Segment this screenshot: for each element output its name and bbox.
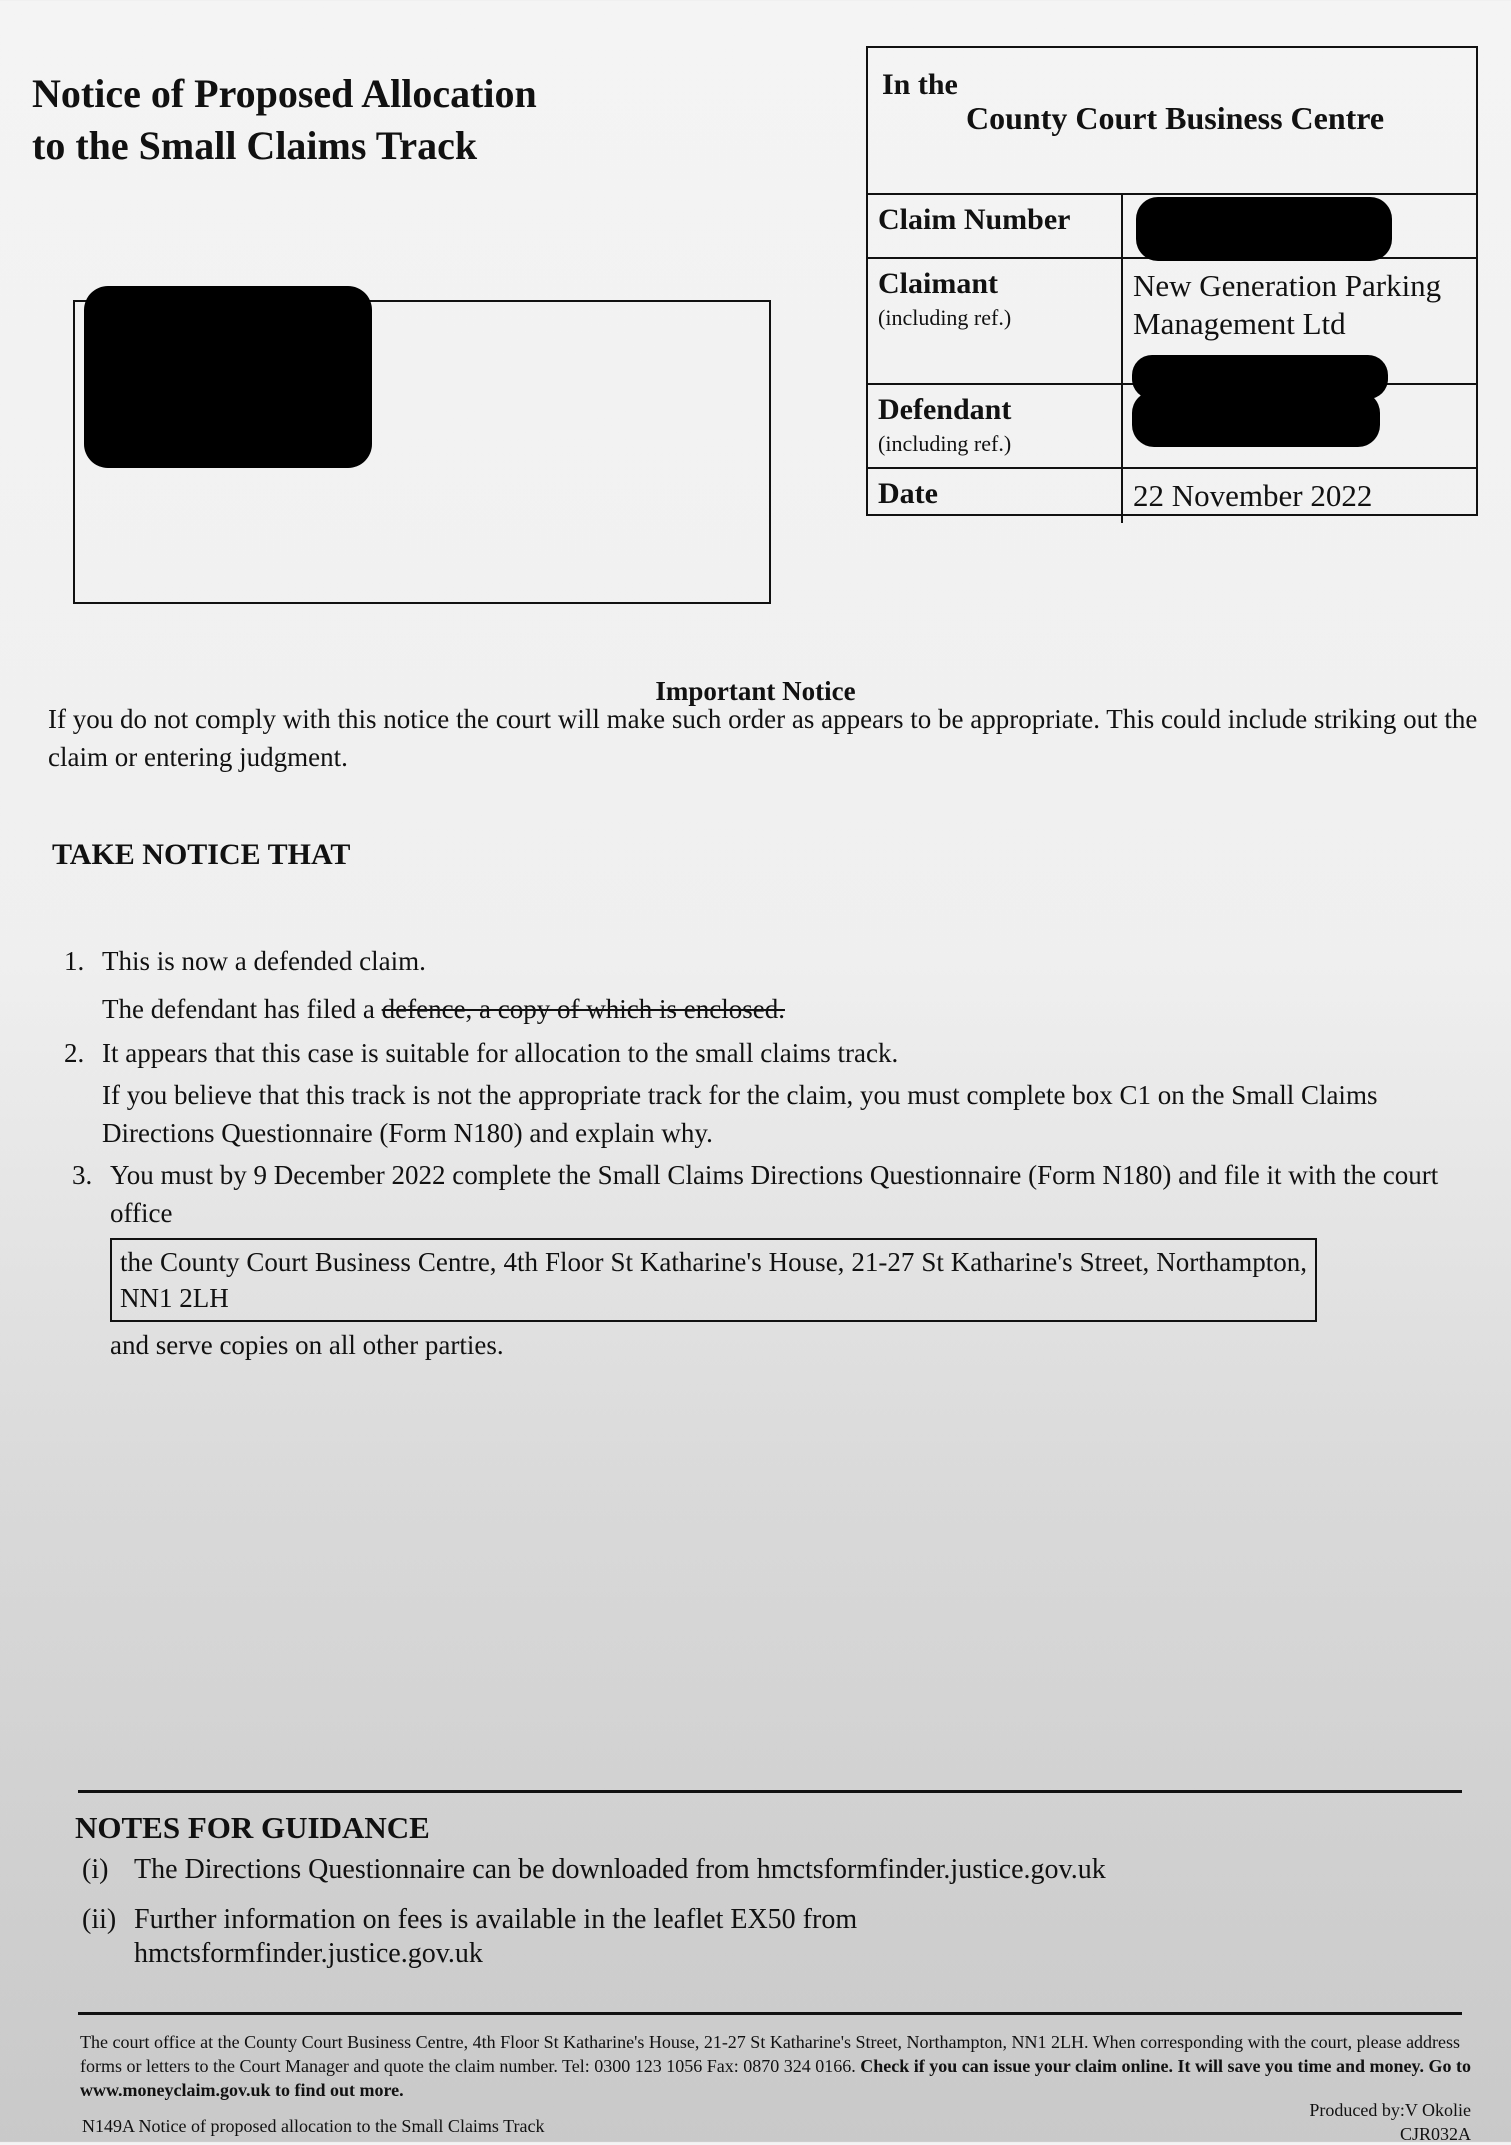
court-office-address-box: the County Court Business Centre, 4th Floor St Katharine's House, 21-27 St Katharine's Street, Northampton, NN1 2LH [110,1238,1317,1322]
item-1 [64,942,426,980]
item-3 [72,1156,1472,1232]
item-1-text: This is now a defended claim. [102,946,426,976]
defendant-row [868,385,1476,469]
item-2-text: It appears that this case is suitable for allocation to the small claims track. [102,1038,899,1068]
claim-number-row [868,195,1476,259]
page-title [32,68,537,172]
defendant-label: Defendant [878,393,1012,426]
item-2 [64,1034,898,1072]
claimant-name-line-2: Management Ltd [1133,306,1346,341]
guidance-item-2 [82,1902,857,1938]
claimant-sublabel: (including ref.) [878,305,1012,330]
guidance-item-2-continued: hmctsformfinder.justice.gov.uk [134,1938,483,1969]
guidance-item-1-text: The Directions Questionnaire can be downloaded from hmctsformfinder.justice.gov.uk [134,1854,1106,1885]
claimant-name-line-1: New Generation Parking [1133,268,1442,303]
item-2-number: 2. [64,1038,85,1068]
guidance-item-1 [82,1852,1106,1888]
court-name: County Court Business Centre [966,100,1385,136]
guidance-heading: NOTES FOR GUIDANCE [75,1810,430,1845]
item-1-detail [102,990,785,1028]
important-notice-heading: Important Notice [655,676,856,706]
guidance-item-1-number: (i) [82,1854,109,1885]
important-notice-text: If you do not comply with this notice the court will make such order as appears to be appropriate. This could include striking out the claim or entering judgment. [48,704,1478,772]
guidance-item-2-text: Further information on fees is available in the leaflet EX50 from [134,1904,858,1935]
form-reference: N149A Notice of proposed allocation to the Small Claims Track [82,2116,545,2136]
take-notice-heading: TAKE NOTICE THAT [52,838,351,871]
footer-online-notice: Check if you can issue your claim online. It will save you time and money. Go to www.moneyclaim.gov.uk to find out more. [80,2056,1471,2100]
item-1-struck-text: defence, a copy of which is enclosed. [381,994,785,1024]
footer-divider [78,2012,1462,2015]
claimant-label: Claimant [878,267,998,300]
court-header [868,48,1476,195]
item-1-detail-text: The defendant has filed a [102,994,382,1024]
claimant-row [868,259,1476,385]
title-line-2: to the Small Claims Track [32,123,478,168]
date-row [868,469,1476,523]
guidance-divider [78,1790,1462,1793]
item-1-number: 1. [64,946,85,976]
in-the-label: In the [882,68,958,101]
guidance-item-2-number: (ii) [82,1904,117,1935]
item-3-number: 3. [72,1160,93,1190]
item-2-detail: If you believe that this track is not the appropriate track for the claim, you must complete box C1 on the Small Claims Directions Questionnaire (Form N180) and explain why. [102,1080,1378,1148]
item-3-after: and serve copies on all other parties. [110,1330,504,1360]
court-details-box [866,46,1478,516]
form-code: CJR032A [1399,2124,1471,2144]
produced-by: Produced by:V Okolie [1309,2100,1471,2120]
title-line-1: Notice of Proposed Allocation [32,71,537,116]
item-3-text: You must by 9 December 2022 complete the Small Claims Directions Questionnaire (Form N180) and file it with the court office [110,1160,1439,1228]
footer-text [80,2030,1472,2102]
redacted-claim-number [1136,197,1392,261]
date-label: Date [878,477,938,510]
footer-court-office-text: The court office at the County Court Business Centre, 4th Floor St Katharine's House, 21-27 St Katharine's Street, Northampton, NN1 2LH. When corresponding with the court, please address forms or letters to the Court Manager and quote the claim number. Tel: 0300 123 1056 Fax: 0870 324 0166. [80,2032,1461,2076]
redacted-defendant [1132,391,1380,447]
redacted-address [84,286,372,468]
defendant-sublabel: (including ref.) [878,431,1012,456]
date-value: 22 November 2022 [1133,478,1373,513]
claim-number-label: Claim Number [878,203,1071,236]
